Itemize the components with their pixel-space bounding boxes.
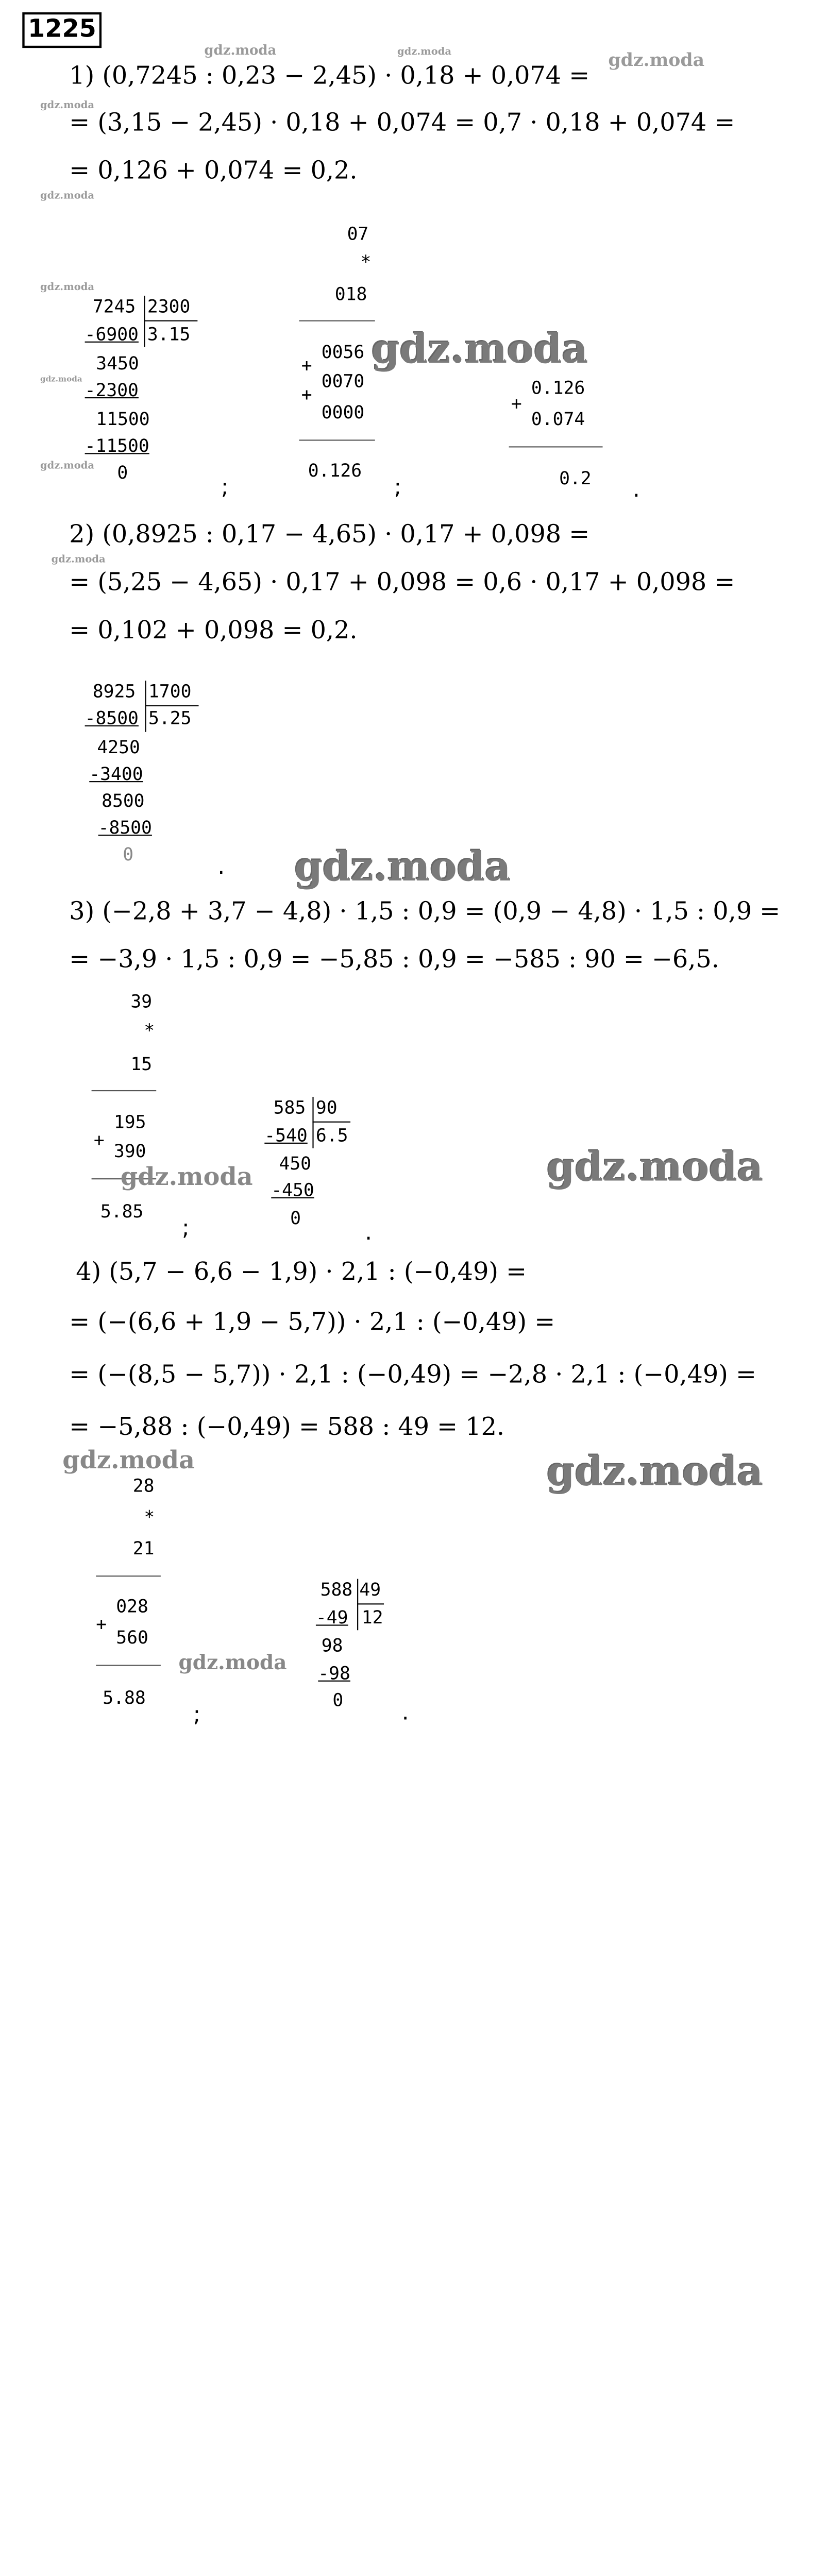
division-step: -450 (271, 1179, 314, 1201)
part2-line-3: = 0,102 + 0,098 = 0,2. (69, 617, 358, 645)
mult-result: 5.85 (100, 1200, 144, 1222)
division-step: 11500 (96, 408, 150, 430)
division-dividend: 8925 (92, 681, 136, 702)
part2-line-2: = (5,25 − 4,65) · 0,17 + 0,098 = 0,6 · 0,17 + 0,098 = (69, 569, 735, 597)
division-step: -2300 (85, 379, 139, 401)
division-step: -11500 (85, 435, 149, 456)
part4-line-4: = −5,88 : (−0,49) = 588 : 49 = 12. (69, 1414, 505, 1442)
part1-line-2: = (3,15 − 2,45) · 0,18 + 0,074 = 0,7 · 0,18 + 0,074 = (69, 109, 735, 138)
mult-factor-a: 07 (347, 223, 369, 245)
division-divisor: 1700 (148, 681, 192, 702)
addition-result: 0.2 (559, 467, 592, 489)
mult-factor-b: 21 (132, 1537, 155, 1559)
mult-partial: 0000 (321, 401, 365, 423)
mult-partial: 0070 (321, 370, 365, 392)
watermark: gdz.moda (40, 282, 94, 294)
division-dividend: 588 (320, 1579, 353, 1600)
division-step: -3400 (89, 763, 143, 785)
watermark: gdz.moda (120, 1162, 253, 1192)
part1-line-3: = 0,126 + 0,074 = 0,2. (69, 157, 358, 185)
mult-partial: 028 (116, 1596, 148, 1617)
terminator: . (365, 1218, 372, 1246)
division-dividend: 7245 (92, 295, 136, 317)
watermark: gdz.moda (294, 843, 511, 891)
part4-line-1: 4) (5,7 − 6,6 − 1,9) · 2,1 : (−0,49) = (76, 1259, 527, 1287)
division-quotient: 12 (361, 1606, 383, 1628)
addition-term-b: 0.074 (531, 408, 585, 430)
division-quotient: 3.15 (147, 324, 191, 345)
watermark: gdz.moda (608, 49, 705, 71)
watermark: gdz.moda (40, 100, 94, 112)
watermark: gdz.moda (397, 46, 452, 58)
division-divisor: 49 (359, 1579, 381, 1600)
mult-partial: 195 (113, 1111, 146, 1133)
mult-factor-a: 28 (132, 1475, 155, 1497)
division-step: -8500 (98, 817, 152, 838)
part4-line-2: = (−(6,6 + 1,9 − 5,7)) · 2,1 : (−0,49) = (69, 1309, 555, 1337)
division-divisor: 90 (315, 1096, 338, 1118)
watermark: gdz.moda (547, 1143, 764, 1191)
task-number-box: 1225 (22, 12, 102, 48)
separator: ; (394, 473, 402, 500)
mult-operator: * (144, 1506, 155, 1528)
division-step: 3450 (96, 352, 139, 374)
worksheet-page: 1225 1) (0,7245 : 0,23 − 2,45) · 0,18 + 0,074 = = (3,15 − 2,45) · 0,18 + 0,074 = 0,7 · 0,18 + 0,074 = = 0,126 + 0,074 = 0,2. 7245 2300 -6900 3.15 3450 -2300 11500 -11500 0 ; 07 * 018 + 0056 + 0070 0000 0.126 ; + 0.126 0.074 0.2 . 2) (0,8925 : 0,17 − 4,65) · 0,17 + 0,098 = = (5,25 − 4,65) · 0,17 + 0,098 = 0,6 · 0,17 + 0,098 = = 0,102 + 0,098 = 0,2. 8925 1700 -8500 5.25 4250 -3400 8500 -8500 0 . 3) (−2,8 + 3,7 − 4,8) · 1,5 : 0,9 = (0,9 − 4,8) · 1,5 : 0,9 = = −3,9 · 1,5 : 0,9 = −5,85 : 0,9 = −585 : 90 = −6,5. 39 * 15 + 195 390 5.85 ; 585 90 -540 6.5 450 -450 0 . 4) (5,7 − 6,6 − 1,9) · 2,1 : (−0,49) = = (−(6,6 + 1,9 − 5,7)) · 2,1 : (−0,49) = = (−(8,5 − 5,7)) · 2,1 : (−0,49) = −2,8 · 2,1 : (−0,49) = = −5,88 : (−0,49) = 588 : 49 = 12. 28 * 21 + 028 560 5.88 ; 588 49 -49 12 98 -98 0 . gdz.moda gdz.moda gdz.moda gdz.moda gdz.moda gdz.moda gdz.moda gdz.moda gdz.moda gdz.moda gdz.moda gdz.moda gdz.moda gdz.moda gdz.moda gdz.moda (0, 0, 826, 2576)
division-step: 0 (123, 843, 134, 865)
watermark: gdz.moda (204, 42, 277, 58)
mult-operator: * (144, 1020, 155, 1041)
part2-line-1: 2) (0,8925 : 0,17 − 4,65) · 0,17 + 0,098 = (69, 521, 590, 549)
mult-factor-b: 018 (334, 283, 367, 305)
part3-line-1: 3) (−2,8 + 3,7 − 4,8) · 1,5 : 0,9 = (0,9 − 4,8) · 1,5 : 0,9 = (69, 898, 781, 926)
mult-partial: 0056 (321, 341, 365, 363)
watermark: gdz.moda (178, 1651, 287, 1675)
watermark: gdz.moda (40, 461, 94, 472)
mult-factor-b: 15 (130, 1053, 153, 1075)
watermark: gdz.moda (372, 326, 588, 373)
watermark: gdz.moda (40, 191, 94, 202)
division-step: 0 (290, 1207, 301, 1229)
watermark: gdz.moda (62, 1446, 195, 1476)
division-step: 98 (321, 1634, 343, 1656)
division-step: 450 (279, 1153, 312, 1174)
division-step: 0 (332, 1689, 344, 1711)
part3-line-2: = −3,9 · 1,5 : 0,9 = −5,85 : 0,9 = −585 : 90 = −6,5. (69, 946, 719, 974)
watermark: gdz.moda (40, 374, 82, 384)
addition-term-a: 0.126 (531, 377, 585, 399)
division-divisor: 2300 (147, 295, 191, 317)
division-step: -49 (315, 1606, 348, 1628)
division-step: 0 (117, 462, 128, 483)
watermark: gdz.moda (547, 1448, 764, 1496)
mult-operator: * (360, 251, 372, 273)
mult-result: 5.88 (103, 1687, 146, 1708)
watermark: gdz.moda (51, 554, 106, 566)
division-step: -98 (318, 1663, 350, 1684)
terminator: . (633, 475, 640, 502)
part1-line-1: 1) (0,7245 : 0,23 − 2,45) · 0,18 + 0,074 = (69, 62, 590, 91)
division-step: 8500 (102, 790, 145, 811)
division-quotient: 6.5 (315, 1125, 348, 1146)
division-dividend: 585 (273, 1096, 306, 1118)
terminator: . (401, 1698, 409, 1725)
division-step: -6900 (85, 324, 139, 345)
part4-line-3: = (−(8,5 − 5,7)) · 2,1 : (−0,49) = −2,8 · 2,1 : (−0,49) = (69, 1361, 756, 1389)
mult-factor-a: 39 (130, 991, 153, 1012)
division-step: 4250 (97, 736, 140, 758)
mult-partial: 560 (116, 1626, 148, 1648)
division-quotient: 5.25 (148, 707, 192, 729)
mult-result: 0.126 (308, 460, 362, 481)
division-step: -8500 (85, 707, 139, 729)
separator: ; (182, 1214, 190, 1241)
mult-partial: 390 (113, 1140, 146, 1162)
division-step: -540 (264, 1125, 308, 1146)
terminator: . (217, 852, 225, 879)
separator: ; (221, 473, 229, 500)
separator: ; (193, 1700, 201, 1727)
